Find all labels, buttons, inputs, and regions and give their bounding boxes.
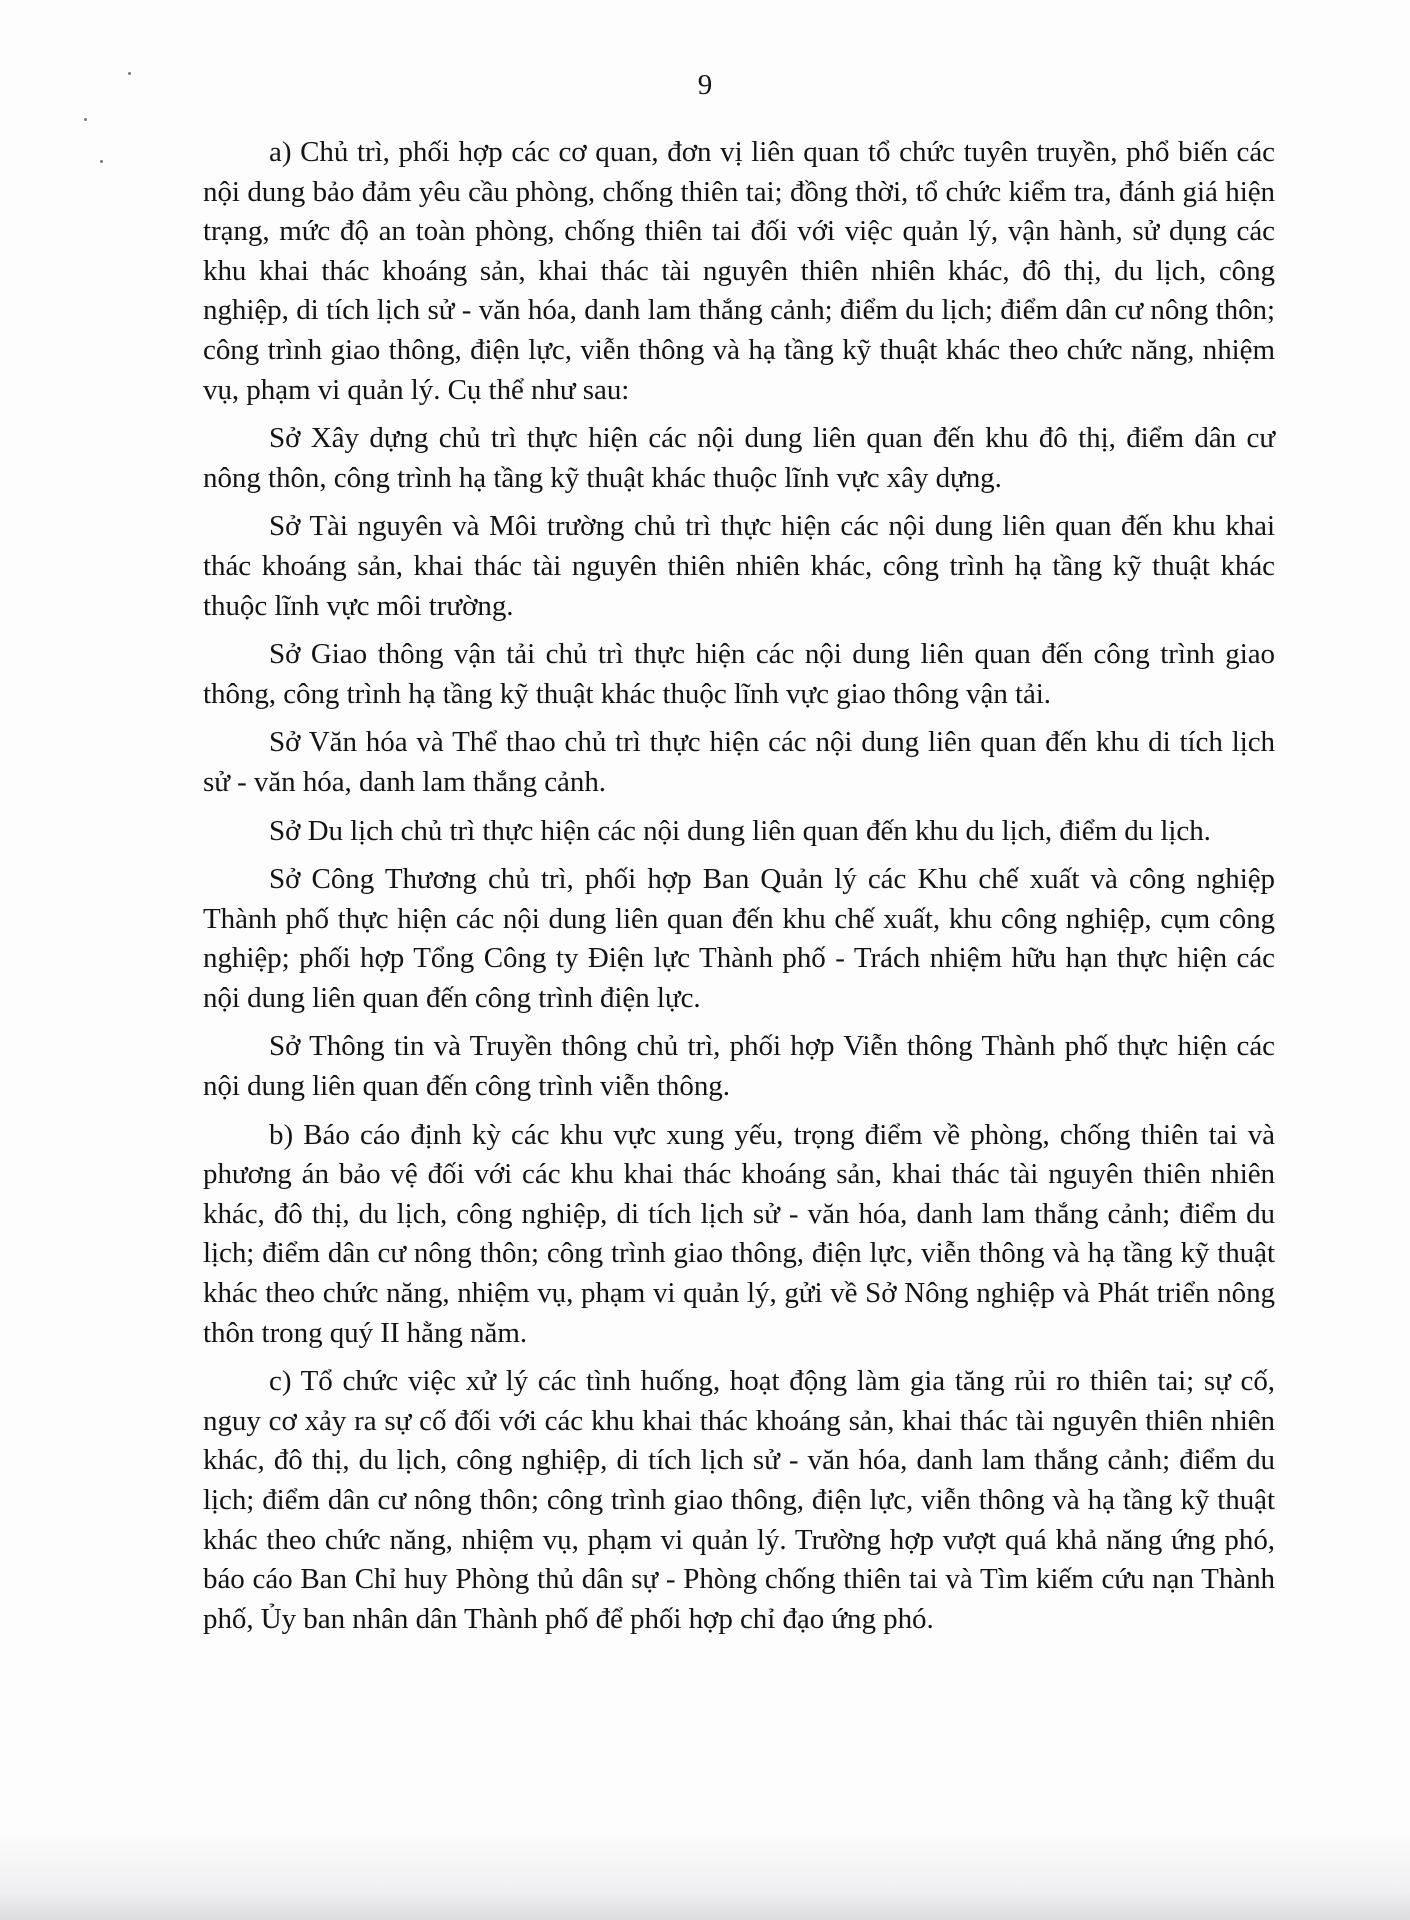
scan-speck <box>84 118 87 121</box>
paragraph-b: b) Báo cáo định kỳ các khu vực xung yếu, trọng điểm về phòng, chống thiên tai và phương án bảo vệ đối với các khu khai thác khoáng sản, khai thác tài nguyên thiên nhiên khác, đô thị, du lịch, công nghiệp, di tích lịch sử - văn hóa, danh lam thắng cảnh; điểm du lịch; điểm dân cư nông thôn; công trình giao thông, điện lực, viễn thông và hạ tầng kỹ thuật khác theo chức năng, nhiệm vụ, phạm vi quản lý, gửi về Sở Nông nghiệp và Phát triển nông thôn trong quý II hằng năm. <box>203 1118 1275 1349</box>
paragraph-so-tai-nguyen-moi-truong: Sở Tài nguyên và Môi trường chủ trì thực hiện các nội dung liên quan đến khu khai thác khoáng sản, khai thác tài nguyên thiên nhiên khác, công trình hạ tầng kỹ thuật khác thuộc lĩnh vực môi trường. <box>203 510 1275 622</box>
paragraph-so-van-hoa-the-thao: Sở Văn hóa và Thể thao chủ trì thực hiện các nội dung liên quan đến khu di tích lịch sử - văn hóa, danh lam thắng cảnh. <box>203 726 1275 798</box>
document-body <box>203 133 1275 1648</box>
paragraph-so-du-lich: Sở Du lịch chủ trì thực hiện các nội dung liên quan đến khu du lịch, điểm du lịch. <box>269 814 1211 847</box>
paragraph-so-giao-thong-van-tai: Sở Giao thông vận tải chủ trì thực hiện các nội dung liên quan đến công trình giao thông, công trình hạ tầng kỹ thuật khác thuộc lĩnh vực giao thông vận tải. <box>203 638 1275 710</box>
paragraph-so-thong-tin-truyen-thong: Sở Thông tin và Truyền thông chủ trì, phối hợp Viễn thông Thành phố thực hiện các nội dung liên quan đến công trình viễn thông. <box>203 1030 1275 1103</box>
paragraph-a: a) Chủ trì, phối hợp các cơ quan, đơn vị liên quan tổ chức tuyên truyền, phổ biến các nội dung bảo đảm yêu cầu phòng, chống thiên tai; đồng thời, tổ chức kiểm tra, đánh giá hiện trạng, mức độ an toàn phòng, chống thiên tai đối với việc quản lý, vận hành, sử dụng các khu khai thác khoáng sản, khai thác tài nguyên thiên nhiên khác, đô thị, du lịch, công nghiệp, di tích lịch sử - văn hóa, danh lam thắng cảnh; điểm du lịch; điểm dân cư nông thôn; công trình giao thông, điện lực, viễn thông và hạ tầng kỹ thuật khác theo chức năng, nhiệm vụ, phạm vi quản lý. Cụ thể như sau: <box>203 136 1275 406</box>
page-number: 9 <box>697 69 713 101</box>
paragraph-so-xay-dung: Sở Xây dựng chủ trì thực hiện các nội dung liên quan đến khu đô thị, điểm dân cư nông thôn, công trình hạ tầng kỹ thuật khác thuộc lĩnh vực xây dựng. <box>203 422 1275 494</box>
paragraph-so-cong-thuong: Sở Công Thương chủ trì, phối hợp Ban Quản lý các Khu chế xuất và công nghiệp Thành phố thực hiện các nội dung liên quan đến khu chế xuất, khu công nghiệp, cụm công nghiệp; phối hợp Tổng Công ty Điện lực Thành phố - Trách nhiệm hữu hạn thực hiện các nội dung liên quan đến công trình điện lực. <box>203 863 1275 1014</box>
paragraph-c: c) Tổ chức việc xử lý các tình huống, hoạt động làm gia tăng rủi ro thiên tai; sự cố, nguy cơ xảy ra sự cố đối với các khu khai thác khoáng sản, khai thác tài nguyên thiên nhiên khác, đô thị, du lịch, công nghiệp, di tích lịch sử - văn hóa, danh lam thắng cảnh; điểm du lịch; điểm dân cư nông thôn; công trình giao thông, điện lực, viễn thông và hạ tầng kỹ thuật khác theo chức năng, nhiệm vụ, phạm vi quản lý. Trường hợp vượt quá khả năng ứng phó, báo cáo Ban Chỉ huy Phòng thủ dân sự - Phòng chống thiên tai và Tìm kiếm cứu nạn Thành phố, Ủy ban nhân dân Thành phố để phối hợp chỉ đạo ứng phó. <box>203 1365 1275 1635</box>
scan-speck <box>100 160 103 163</box>
scan-bottom-edge <box>0 1830 1410 1920</box>
